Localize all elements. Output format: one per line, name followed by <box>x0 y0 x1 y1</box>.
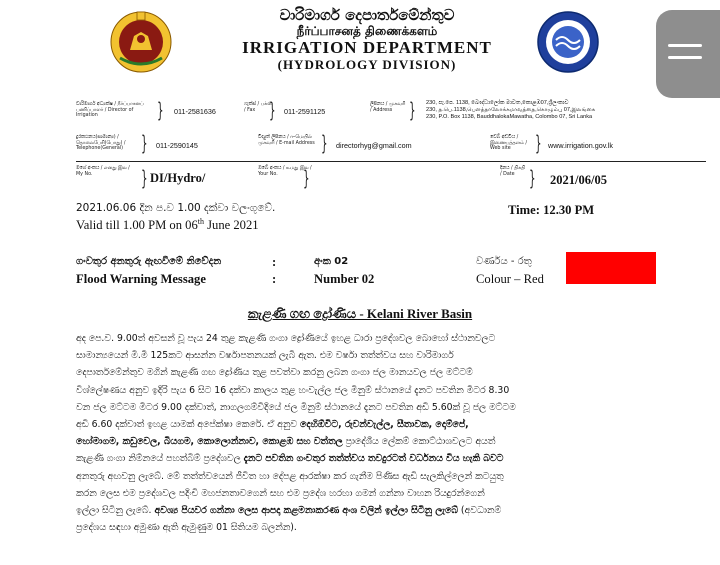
brace: } <box>303 166 310 190</box>
your-no-label: ඔබේ අංකය / உமது இல / Your No. <box>258 166 312 177</box>
title-tamil: நீர்ப்பாசனத் திணைக்களம் <box>296 24 438 38</box>
telephone-label: දුරකථනය(සාමාන්‍ය) / தொலைபேசி(பொது) / Telephone(General) <box>76 135 126 152</box>
body-line: දෙපාර්තමේන්තුව මගින් කැළණි ගඟ ද්‍රෝණිය තුළ පවත්වා කරනු ලබන ගංගා ජල මානයවල ජල මට්ටම් <box>76 367 473 379</box>
colour-english: Colour – Red <box>476 272 544 286</box>
brace: } <box>157 98 164 122</box>
body-line: අනතුරු අඟවනු ලැබේ. මේ තත්ත්වයෙන් ජීවිත හා දේපළ ආරක්ෂා කර ගැනීම පිණිස ඇඩි සැලකිල්ලෙන් කටයුතු <box>76 470 504 482</box>
body-line: වන ජල මට්ටම මීටර 9.00 දක්වාත්, නාගලගම්වීදියේ ජල මිනුම් ස්ථානයේ දැනට පවතින අඩි 5.60ක් වූ ජල මට්ටම <box>76 401 516 413</box>
address-line-en: 230, P.O. Box 1138, BauddhalokaMawatha, Colombo 07, Sri Lanka <box>426 114 593 120</box>
letterhead-title <box>0 6 720 72</box>
fax-number: 011-2591125 <box>284 107 326 116</box>
body-line: අද පෙ.ව. 9.00ත් අවසන් වූ පැය 24 තුළ කැළණි ගංගා ද්‍රෝණියේ ඉහළ ධාරා ප්‍රදේශවල බොහෝ ස්ථානවලට <box>76 333 496 344</box>
warning-colour-swatch <box>566 252 656 284</box>
hamburger-menu-button[interactable] <box>656 10 720 98</box>
website-label: වෙබ් අඩවිය / இணையத்தளம் / Web site <box>490 135 528 152</box>
validity-sinhala: 2021.06.06 දින ප.ව 1.00 දක්වා වලංගුවේ. <box>76 202 276 214</box>
basin-heading: කැළණි ගඟ ද්‍රෝණිය - Kelani River Basin <box>247 306 473 321</box>
body-line: අඩි 6.60 දක්වාත් ඉහළ යාමක් අපේක්ෂා කෙරේ. ඒ අනුව දෙහිඕවිට, රුවන්වැල්ල, සීතාවක, දොම්පේ, <box>76 419 469 431</box>
body-line: විශ්ලේෂණය අනුව ඉදිරි පැය 6 සිට 16 දක්වා කාලය තුළ හංවැල්ල ජල මිනුම් ස්ථානයේ දැනට පවතින මීටර 8.30 <box>76 384 510 396</box>
director-phone: 011-2581636 <box>174 107 216 116</box>
address-line-ta: 230, த.பெ.1138,பௌத்தாலோக்கமாவத்தை,கொழும்பு 07,இலங்கை <box>426 107 596 113</box>
body-line: කැළණි ගංගා නිම්නයේ පහත්බිම් ප්‍රදේශවල දැනට පවතින ගංවතුර තත්ත්වය තවදුරටත් වර්ධනය විය හැකි බවට <box>76 453 504 465</box>
brace: } <box>529 166 536 190</box>
address-label: ලිපිනය / முகவரி / Address <box>370 102 406 113</box>
title-sinhala: වාරිමාර්ග දෙපාර්තමේන්තුව <box>279 6 455 24</box>
website-link[interactable]: www.irrigation.gov.lk <box>548 141 613 150</box>
email-address[interactable]: directorhyg@gmail.com <box>336 141 412 150</box>
body-line: ඉල්ලා සිටිනු ලැබේ. අවශ්‍ය පියවර ගන්නා ලෙස ආපදා කළමනාකරණ අංශ වලින් ඉල්ලා සිටිනු ලැබේ (අවධානම් <box>76 505 502 517</box>
message-label-english: Flood Warning Message <box>76 272 206 286</box>
telephone-number: 011-2590145 <box>156 141 198 150</box>
body-line: හෝමාගම, කඩුවෙල, බියගම, කොලොන්නාව, කොළඹ සහ වත්තල ප්‍රාදේශීය ලේකම් කොට්ඨාශවලට අයත් <box>76 436 496 448</box>
brace: } <box>269 98 276 122</box>
brace: } <box>141 131 148 155</box>
colon: : <box>272 272 277 286</box>
divider <box>76 161 706 162</box>
title-division: (HYDROLOGY DIVISION) <box>277 57 457 72</box>
menu-icon <box>668 56 702 59</box>
date-value: 2021/06/05 <box>550 173 607 187</box>
brace: } <box>321 131 328 155</box>
address-line-si: 230, පැ.පෙ. 1138, බෞද්ධාලෝක මාවත,කොළඹ07,ශ්‍රීලංකාව <box>426 100 569 106</box>
my-no-value: DI/Hydro/ <box>150 171 206 185</box>
menu-icon <box>668 44 702 47</box>
body-line: සාමාන්‍යයෙන් මි.මී 125කට ආසන්න වර්ෂාපතනයක් ලැබී ඇත. එම වර්ෂා තත්ත්වය සහ වාරිමාර්ග <box>76 350 454 362</box>
brace: } <box>535 131 542 155</box>
email-label: විද්‍යුත් ලිපිනය / ஈ-மெயில் முகவரி / E-mail Address <box>258 135 315 146</box>
message-label-sinhala: ගංවතුර අනතුරු ඇඟවීමේ නිවේදන <box>76 256 222 267</box>
colour-sinhala: වර්ණය - රතු <box>476 256 532 267</box>
validity-english: Valid till 1.00 PM on 06th June 2021 <box>76 217 259 233</box>
number-sinhala: අංක 02 <box>314 256 349 267</box>
director-label: වාරිමාර්ග අධ්‍යක්ෂ / நீர்ப்பாசனப் பணிப்பாளர் / Director of Irrigation <box>76 102 144 119</box>
warning-body <box>76 330 702 536</box>
my-no-label: මගේ අංකය / எனது இல / My No. <box>76 166 130 177</box>
colon: : <box>272 255 277 269</box>
brace: } <box>409 98 416 122</box>
brace: } <box>141 166 148 190</box>
date-label: දිනය / திகதி / Date <box>500 166 526 177</box>
body-line: කරන ලෙස එම ප්‍රදේශවල පදිංචි මහජනතාවගෙන් සහ එම ප්‍රදේශ හරහා ගමන් ගන්නා වාහන රියදුරන්ගෙන් <box>76 487 485 499</box>
fax-label: ෆැක්ස් / பக்ஸ் / Fax <box>244 102 273 113</box>
title-english: IRRIGATION DEPARTMENT <box>242 38 492 57</box>
number-english: Number 02 <box>314 272 375 286</box>
issue-time: Time: 12.30 PM <box>508 203 595 217</box>
body-line: ප්‍රදේශය සඳහා අමුණා ඇති ඇමුණුම 01 සිතියම බලන්න). <box>76 522 297 534</box>
